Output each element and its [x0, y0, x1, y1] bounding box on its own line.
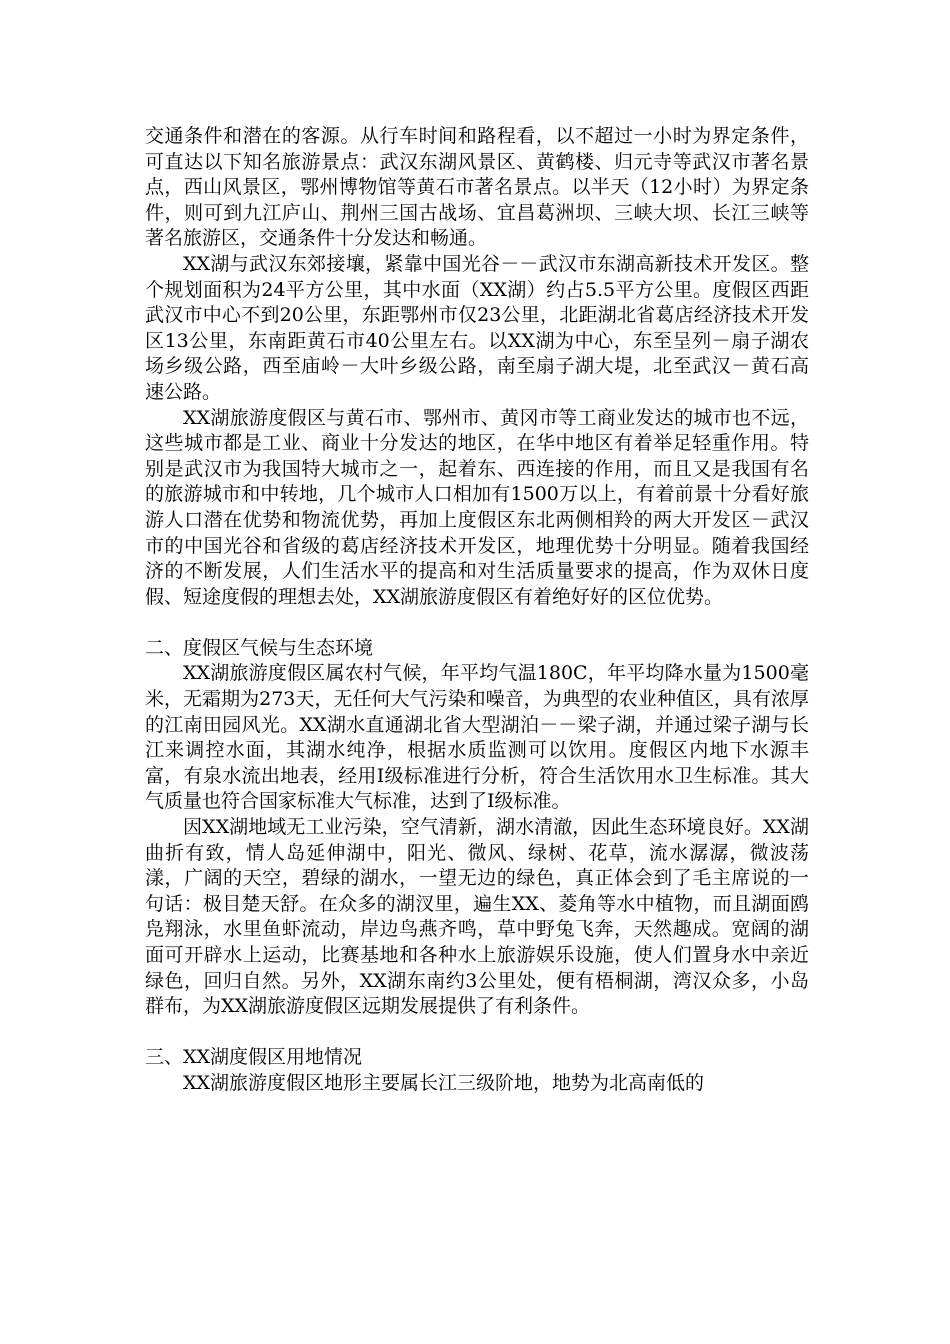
- document-page: [145, 124, 809, 1097]
- section-heading-land-use: 三、XX湖度假区用地情况: [145, 1046, 363, 1069]
- paragraph-climate: XX湖旅游度假区属农村气候，年平均气温180C，年平均降水量为1500毫米，无霜期为273天，无任何大气污染和噪音，为典型的农业种值区，具有浓厚的江南田园风光。XX湖水直通湖北省大型湖泊－－梁子湖，并通过梁子湖与长江来调控水面，其湖水纯净，根据水质监测可以饮用。度假区内地下水源丰富，有泉水流出地表，经用I级标准进行分析，符合生活饮用水卫生标准。其大气质量也符合国家标准大气标准，达到了I级标准。: [145, 662, 809, 813]
- paragraph-land-use: XX湖旅游度假区地形主要属长江三级阶地，地势为北高南低的: [183, 1071, 705, 1094]
- paragraph-regional-advantage: XX湖旅游度假区与黄石市、鄂州市、黄冈市等工商业发达的城市也不远，这些城市都是工业、商业十分发达的地区，在华中地区有着举足轻重作用。特别是武汉市为我国特大城市之一，起着东、西连接的作用，而且又是我国有名的旅游城市和中转地，几个城市人口相加有1500万以上，有着前景十分看好旅游人口潜在优势和物流优势，再加上度假区东北两侧相羚的两大开发区－武汉市的中国光谷和省级的葛店经济技术开发区，地理优势十分明显。随着我国经济的不断发展，人们生活水平的提高和对生活质量要求的提高，作为双休日度假、短途度假的理想去处，XX湖旅游度假区有着绝好好的区位优势。: [145, 406, 809, 608]
- section-heading-climate: 二、度假区气候与生态环境: [145, 636, 374, 659]
- paragraph-transport: 交通条件和潜在的客源。从行车时间和路程看，以不超过一小时为界定条件，可直达以下知名旅游景点：武汉东湖风景区、黄鹤楼、归元寺等武汉市著名景点，西山风景区，鄂州博物馆等黄石市著名景点。以半天（12小时）为界定条件，则可到九江庐山、荆州三国古战场、宜昌葛洲坝、三峡大坝、长江三峡等著名旅游区，交通条件十分发达和畅通。: [145, 125, 809, 250]
- paragraph-ecology: 因XX湖地域无工业污染，空气清新，湖水清澈，因此生态环境良好。XX湖曲折有致，情人岛延伸湖中，阳光、微风、绿树、花草，流水潺潺，微波荡漾，广阔的天空，碧绿的湖水，一望无边的绿色，真正体会到了毛主席说的一句话：极目楚天舒。在众多的湖汊里，遍生XX、菱角等水中植物，而且湖面鸥凫翔泳，水里鱼虾流动，岸边鸟燕齐鸣，草中野兔飞奔，天然趣成。宽阔的湖面可开辟水上运动，比赛基地和各种水上旅游娱乐设施，使人们置身水中亲近绿色，回归自然。另外，XX湖东南约3公里处，便有梧桐湖，湾汉众多，小岛群布，为XX湖旅游度假区远期发展提供了有利条件。: [145, 816, 809, 1018]
- paragraph-location: XX湖与武汉东郊接壤，紧靠中国光谷－－武汉市东湖高新技术开发区。整个规划面积为24平方公里，其中水面（XX湖）约占5.5平方公里。度假区西距武汉市中心不到20公里，东距鄂州市仅23公里，北距湖北省葛店经济技术开发区13公里，东南距黄石市40公里左右。以XX湖为中心，东至呈列－扇子湖农场乡级公路，西至庙岭－大叶乡级公路，南至扇子湖大堤，北至武汉－黄石高速公路。: [145, 252, 809, 403]
